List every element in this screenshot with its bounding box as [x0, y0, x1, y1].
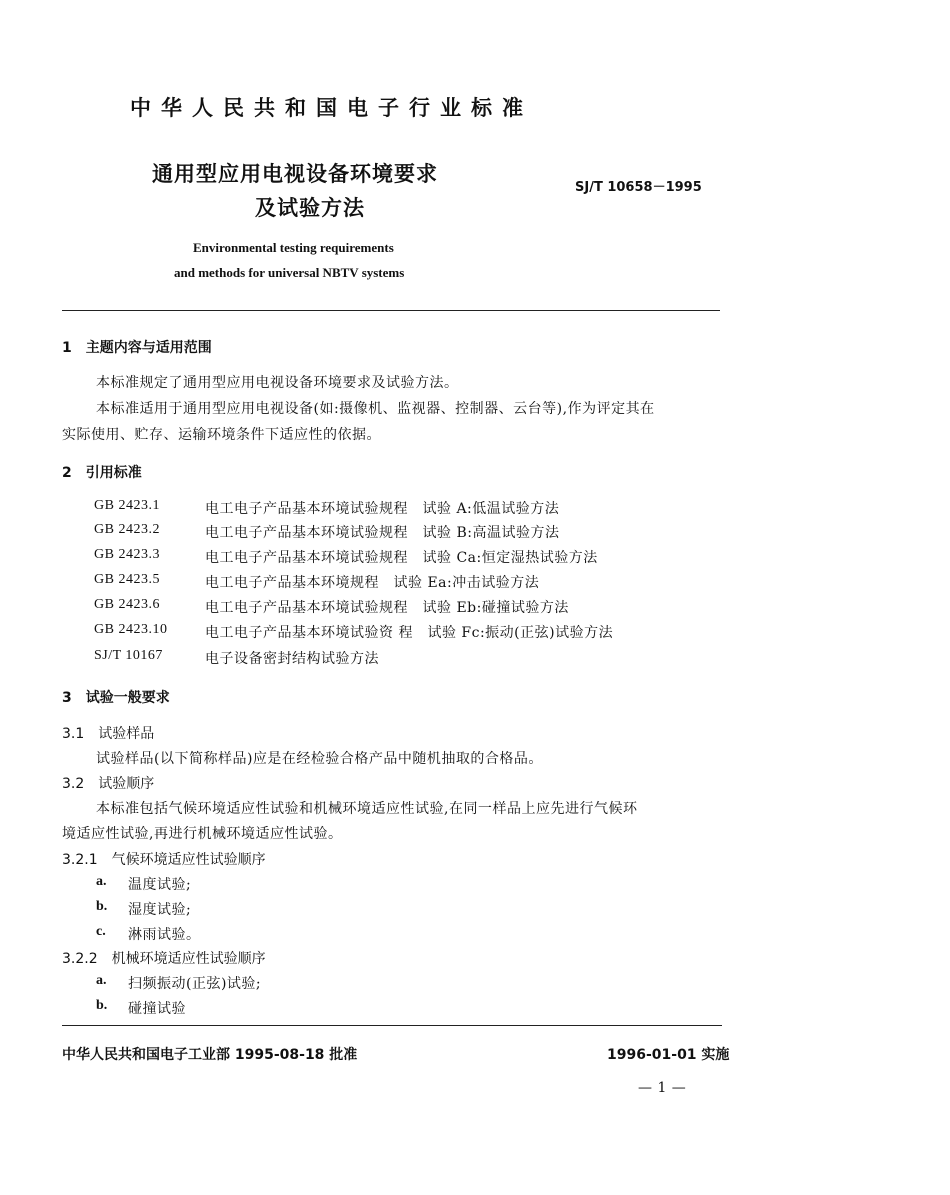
list-item: 扫频振动(正弦)试验; [128, 976, 262, 992]
section2-heading: 2 引用标准 [62, 465, 142, 481]
list-letter: b. [96, 899, 108, 914]
title-cn-line2: 及试验方法 [255, 196, 365, 220]
ref-title: 电工电子产品基本环境试验规程 试验 Eb:碰撞试验方法 [205, 600, 569, 616]
footer-divider [62, 1025, 722, 1026]
effective-date: 1996-01-01 实施 [607, 1047, 730, 1063]
section3-1-heading: 3.1 试验样品 [62, 726, 155, 742]
title-en-line1: Environmental testing requirements [193, 240, 394, 255]
header-divider [62, 310, 720, 311]
list-item: 湿度试验; [128, 902, 192, 918]
section3-2-heading: 3.2 试验顺序 [62, 776, 155, 792]
title-cn-line1: 通用型应用电视设备环境要求 [152, 162, 438, 186]
standard-number: SJ/T 10658－1995 [575, 180, 702, 195]
ref-title: 电工电子产品基本环境试验规程 试验 A:低温试验方法 [205, 501, 560, 517]
list-item: 温度试验; [128, 877, 192, 893]
section3-heading: 3 试验一般要求 [62, 690, 170, 706]
section1-para1: 本标准规定了通用型应用电视设备环境要求及试验方法。 [96, 375, 459, 391]
section3-1-text: 试验样品(以下简称样品)应是在经检验合格产品中随机抽取的合格品。 [96, 751, 543, 767]
list-item: 淋雨试验。 [128, 927, 201, 943]
section3-2-1-heading: 3.2.1 气候环境适应性试验顺序 [62, 852, 266, 868]
header-org: 中华人民共和国电子行业标准 [130, 96, 533, 120]
section3-2-2-heading: 3.2.2 机械环境适应性试验顺序 [62, 951, 266, 967]
list-letter: c. [96, 924, 106, 939]
title-en-line2: and methods for universal NBTV systems [174, 265, 405, 280]
list-letter: b. [96, 998, 108, 1013]
list-item: 碰撞试验 [128, 1001, 186, 1017]
ref-code: GB 2423.6 [94, 597, 160, 612]
ref-title: 电子设备密封结构试验方法 [205, 651, 379, 667]
section3-2-text-line1: 本标准包括气候环境适应性试验和机械环境适应性试验,在同一样品上应先进行气候环 [96, 801, 638, 817]
ref-title: 电工电子产品基本环境试验规程 试验 B:高温试验方法 [205, 525, 560, 541]
section1-heading: 1 主题内容与适用范围 [62, 340, 212, 356]
ref-code: GB 2423.1 [94, 498, 160, 513]
ref-code: SJ/T 10167 [94, 648, 163, 663]
approval-line: 中华人民共和国电子工业部 1995-08-18 批准 [62, 1047, 358, 1063]
ref-title: 电工电子产品基本环境规程 试验 Ea:冲击试验方法 [205, 575, 540, 591]
section3-2-text-line2: 境适应性试验,再进行机械环境适应性试验。 [62, 826, 343, 842]
list-letter: a. [96, 874, 107, 889]
section1-para2-line2: 实际使用、贮存、运输环境条件下适应性的依据。 [62, 427, 381, 443]
ref-code: GB 2423.10 [94, 622, 168, 637]
ref-code: GB 2423.2 [94, 522, 160, 537]
ref-title: 电工电子产品基本环境试验规程 试验 Ca:恒定湿热试验方法 [205, 550, 598, 566]
page-number: — 1 — [638, 1080, 687, 1096]
list-letter: a. [96, 973, 107, 988]
section1-para2-line1: 本标准适用于通用型应用电视设备(如:摄像机、监视器、控制器、云台等),作为评定其在 [96, 401, 655, 417]
ref-title: 电工电子产品基本环境试验资 程 试验 Fc:振动(正弦)试验方法 [205, 625, 614, 641]
ref-code: GB 2423.5 [94, 572, 160, 587]
ref-code: GB 2423.3 [94, 547, 160, 562]
